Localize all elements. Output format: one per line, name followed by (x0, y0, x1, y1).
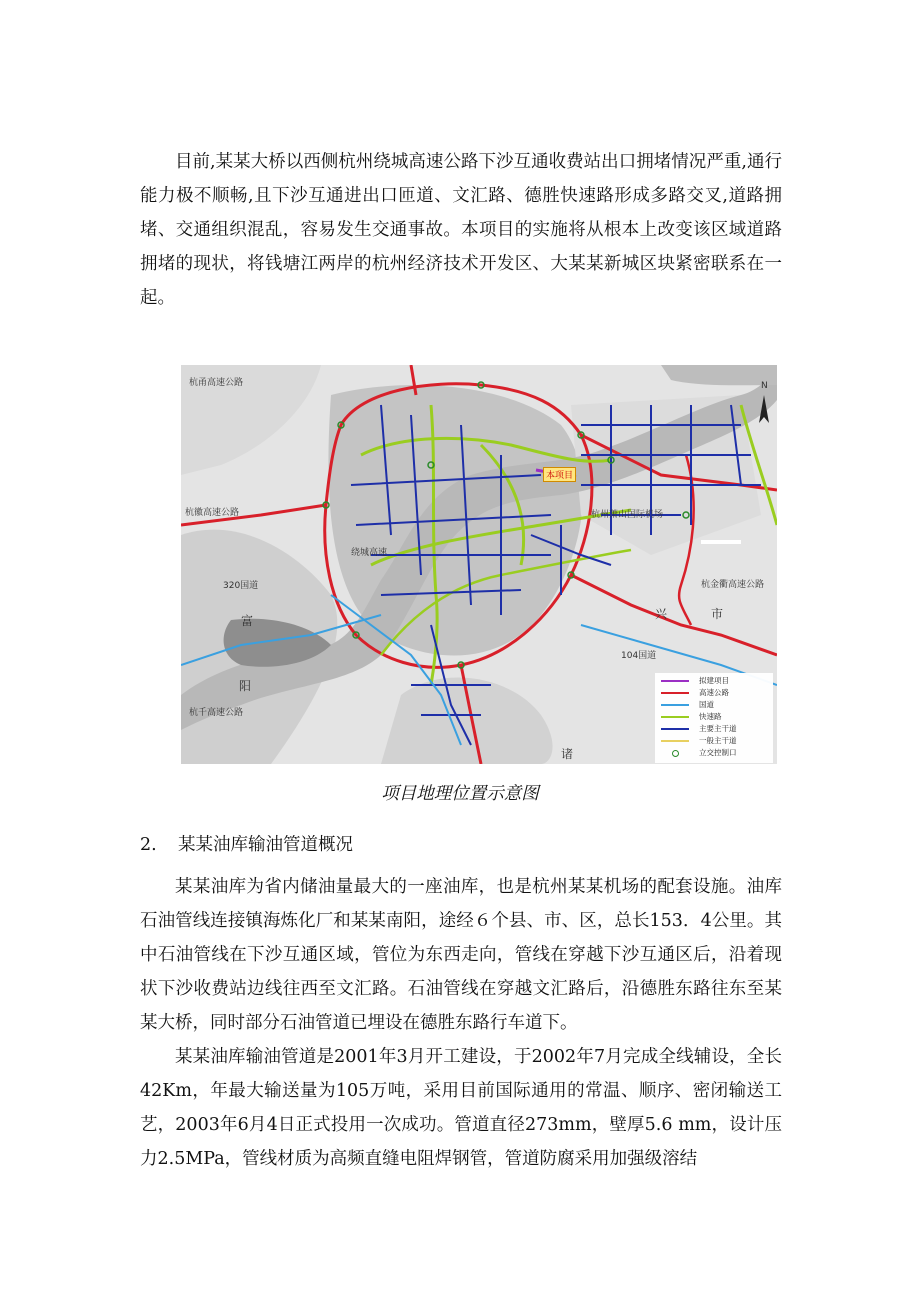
section-title: 某某油库输油管道概况 (178, 835, 353, 855)
xing-label: 兴 (655, 607, 668, 621)
road-104-label: 104国道 (621, 651, 657, 661)
hangyong-label: 杭甬高速公路 (189, 378, 244, 388)
section-heading (140, 830, 353, 860)
paragraph-intro: 目前,某某大桥以西侧杭州绕城高速公路下沙互通收费站出口拥堵情况严重,通行能力极不顺畅,且下沙互通进出口匝道、文汇路、德胜快速路形成多路交叉,道路拥堵、交通组织混乱，容易发生交通事故。本项目的实施将从根本上改变该区域道路拥堵的现状，将钱塘江两岸的杭州经济技术开发区、大某某新城区块紧密联系在一起。 (140, 152, 782, 308)
paragraph-pipeline: 某某油库输油管道是2001年3月开工建设，于2002年7月完成全线辅设，全长42Km，年最大输送量为105万吨，采用目前国际通用的常温、顺序、密闭输送工艺，2003年6月4日正式投用一次成功。管道直径273mm，壁厚5.6 mm，设计压力2.5MPa，管线材质为高频直缝电阻焊钢管，管道防腐采用加强级溶结 (140, 1047, 782, 1169)
section-number: 2. (140, 835, 157, 855)
legend-item-national-road: 国道 (661, 699, 714, 711)
zhu-label: 诸 (561, 747, 574, 761)
legend-item-fast-road: 快速路 (661, 711, 722, 723)
interchange-ring-icon (672, 750, 679, 757)
hanghui-label: 杭徽高速公路 (185, 508, 240, 518)
hanqian-label: 杭千高速公路 (189, 708, 244, 718)
yang-label: 阳 (239, 679, 252, 693)
raocheng-label: 绕城高速 (351, 548, 388, 558)
paragraph-oil-depot: 某某油库为省内储油量最大的一座油库，也是杭州某某机场的配套设施。油库石油管线连接镇海炼化厂和某某南阳，途经６个县、市、区，总长153．4公里。其中石油管线在下沙互通区域，管位为东西走向，管线在穿越下沙互通区后，沿着现状下沙收费站边线往西至文汇路。石油管线在穿越文汇路后，沿德胜东路往东至某某大桥，同时部分石油管道已埋设在德胜东路行车道下。 (140, 877, 782, 1033)
hangjinqu-label: 杭金衢高速公路 (701, 580, 765, 590)
legend-item-expressway: 高速公路 (661, 687, 729, 699)
map-legend (655, 673, 773, 763)
location-map (181, 365, 777, 764)
legend-item-planned: 拟建项目 (661, 675, 729, 687)
north-label: N (761, 381, 768, 391)
legend-item-main-arterial: 主要主干道 (661, 723, 737, 735)
figure-caption: 项目地理位置示意图 (381, 784, 539, 804)
airport-label: 杭州萧山国际机场 (591, 510, 664, 520)
fu-label: 富 (241, 614, 254, 628)
road-320-label: 320国道 (223, 581, 259, 591)
project-marker-label: 本项目 (543, 467, 576, 482)
legend-item-general-arterial: 一般主干道 (661, 735, 737, 747)
shi-label: 市 (711, 607, 724, 621)
legend-item-interchange: 立交控制口 (661, 747, 737, 759)
